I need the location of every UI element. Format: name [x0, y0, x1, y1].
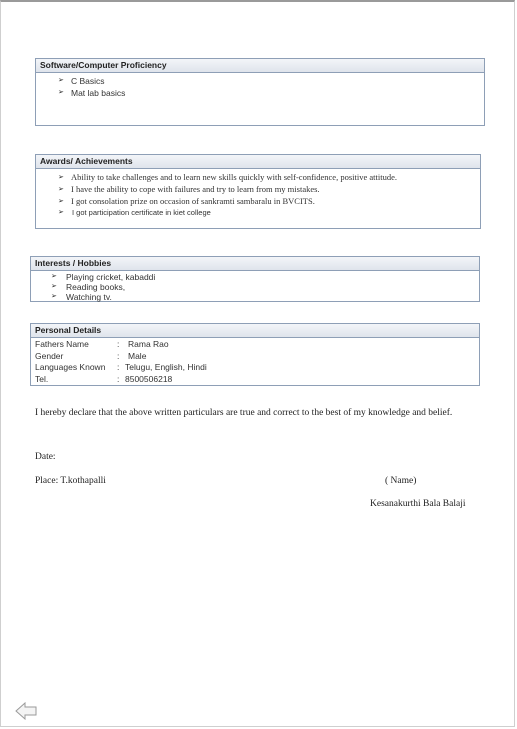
software-list [36, 75, 484, 99]
list-item: ➢ Playing cricket, kabaddi [51, 272, 156, 282]
declaration-text: I hereby declare that the above written particulars are true and correct to the best of my knowledge and belief. [35, 408, 453, 418]
arrow-bullet-icon: ➢ [58, 209, 64, 216]
back-arrow-icon-graphic [15, 702, 37, 720]
awards-section-title: Awards/ Achievements [36, 155, 480, 169]
interests-section-title: Interests / Hobbies [31, 257, 479, 271]
list-item: ➢ I got participation certificate in kiet college [58, 208, 211, 217]
back-arrow-icon[interactable] [15, 702, 37, 720]
personal-row-languages: Languages Known : Telugu, English, Hindi [35, 362, 207, 372]
interests-list [31, 272, 479, 302]
arrow-bullet-icon: ➢ [58, 77, 64, 84]
arrow-bullet-icon: ➢ [58, 197, 64, 205]
arrow-bullet-icon: ➢ [58, 185, 64, 193]
date-label: Date: [35, 452, 56, 462]
list-item: ➢ Reading books, [51, 282, 126, 292]
arrow-bullet-icon: ➢ [58, 89, 64, 96]
awards-section [35, 154, 481, 229]
arrow-bullet-icon: ➢ [51, 283, 57, 290]
name-label: ( Name) [385, 476, 417, 486]
personal-row-tel: Tel. : 8500506218 [35, 373, 173, 384]
personal-row-gender: Gender : Male [35, 350, 147, 361]
list-item: ➢ I got consolation prize on occasion of sankramti sambaralu in BVCITS. [58, 196, 315, 206]
list-item: ➢ Mat lab basics [58, 88, 126, 98]
interests-section [30, 256, 480, 302]
arrow-bullet-icon: ➢ [51, 293, 57, 300]
software-section [35, 58, 485, 126]
personal-rows [31, 339, 479, 385]
list-item: ➢ Watching tv. [51, 292, 112, 302]
personal-row-fathers-name: Fathers Name : Rama Rao [35, 339, 169, 349]
place-label: Place: T.kothapalli [35, 476, 106, 486]
signature-name: Kesanakurthi Bala Balaji [370, 499, 466, 509]
list-item: ➢ Ability to take challenges and to learn new skills quickly with self-confidence, positive attitude. [58, 172, 397, 182]
awards-list [36, 171, 480, 219]
arrow-bullet-icon: ➢ [51, 273, 57, 280]
personal-section-title: Personal Details [31, 324, 479, 338]
arrow-bullet-icon: ➢ [58, 173, 64, 181]
software-section-title: Software/Computer Proficiency [36, 59, 484, 73]
list-item: ➢ C Basics [58, 76, 105, 86]
list-item: ➢ I have the ability to cope with failures and try to learn from my mistakes. [58, 184, 320, 194]
personal-section [30, 323, 480, 386]
